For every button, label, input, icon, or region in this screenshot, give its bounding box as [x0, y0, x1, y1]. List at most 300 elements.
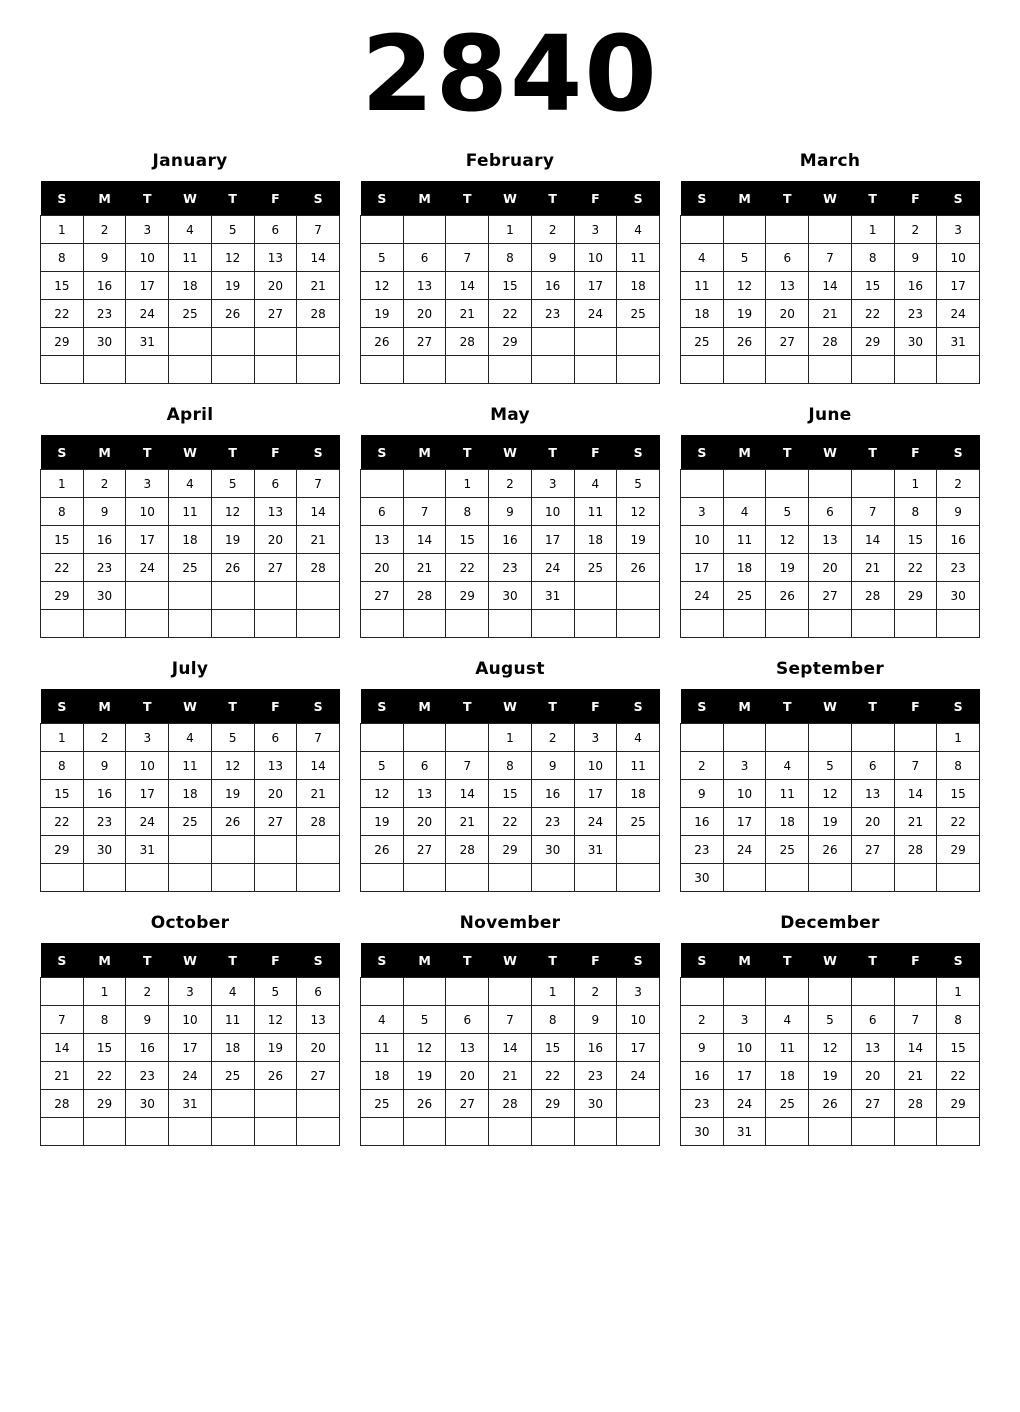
day-cell[interactable]: 4	[361, 1006, 404, 1034]
day-cell[interactable]: 14	[297, 498, 340, 526]
day-cell[interactable]: 24	[169, 1062, 212, 1090]
day-cell[interactable]: 2	[894, 216, 937, 244]
day-cell[interactable]: 6	[403, 752, 446, 780]
day-cell[interactable]: 6	[446, 1006, 489, 1034]
day-cell[interactable]: 12	[809, 780, 852, 808]
day-cell[interactable]: 6	[254, 470, 297, 498]
day-cell[interactable]: 17	[126, 526, 169, 554]
day-cell[interactable]: 13	[297, 1006, 340, 1034]
day-cell[interactable]: 14	[894, 780, 937, 808]
day-cell[interactable]: 17	[617, 1034, 660, 1062]
day-cell[interactable]: 22	[894, 554, 937, 582]
day-cell[interactable]: 22	[41, 300, 84, 328]
day-cell[interactable]: 12	[766, 526, 809, 554]
day-cell[interactable]: 3	[617, 978, 660, 1006]
day-cell[interactable]: 30	[681, 1118, 724, 1146]
day-cell[interactable]: 18	[169, 526, 212, 554]
day-cell[interactable]: 17	[169, 1034, 212, 1062]
day-cell[interactable]: 28	[297, 808, 340, 836]
day-cell[interactable]: 26	[254, 1062, 297, 1090]
day-cell[interactable]: 24	[574, 300, 617, 328]
day-cell[interactable]: 5	[361, 752, 404, 780]
day-cell[interactable]: 2	[83, 216, 126, 244]
day-cell[interactable]: 9	[531, 752, 574, 780]
day-cell[interactable]: 11	[766, 1034, 809, 1062]
day-cell[interactable]: 1	[937, 978, 980, 1006]
day-cell[interactable]: 17	[574, 272, 617, 300]
day-cell[interactable]: 23	[531, 808, 574, 836]
day-cell[interactable]: 1	[937, 724, 980, 752]
day-cell[interactable]: 27	[254, 300, 297, 328]
day-cell[interactable]: 2	[489, 470, 532, 498]
day-cell[interactable]: 17	[681, 554, 724, 582]
day-cell[interactable]: 20	[851, 1062, 894, 1090]
day-cell[interactable]: 16	[83, 272, 126, 300]
day-cell[interactable]: 23	[681, 1090, 724, 1118]
day-cell[interactable]: 23	[83, 300, 126, 328]
day-cell[interactable]: 11	[169, 498, 212, 526]
day-cell[interactable]: 8	[937, 752, 980, 780]
day-cell[interactable]: 15	[41, 780, 84, 808]
day-cell[interactable]: 11	[574, 498, 617, 526]
day-cell[interactable]: 18	[766, 808, 809, 836]
day-cell[interactable]: 27	[254, 554, 297, 582]
day-cell[interactable]: 8	[937, 1006, 980, 1034]
day-cell[interactable]: 1	[41, 724, 84, 752]
day-cell[interactable]: 22	[851, 300, 894, 328]
day-cell[interactable]: 8	[851, 244, 894, 272]
day-cell[interactable]: 30	[83, 836, 126, 864]
day-cell[interactable]: 3	[126, 724, 169, 752]
day-cell[interactable]: 28	[403, 582, 446, 610]
day-cell[interactable]: 10	[723, 780, 766, 808]
day-cell[interactable]: 8	[41, 752, 84, 780]
day-cell[interactable]: 30	[937, 582, 980, 610]
day-cell[interactable]: 19	[361, 300, 404, 328]
day-cell[interactable]: 21	[297, 780, 340, 808]
day-cell[interactable]: 27	[851, 836, 894, 864]
day-cell[interactable]: 6	[297, 978, 340, 1006]
day-cell[interactable]: 26	[403, 1090, 446, 1118]
day-cell[interactable]: 2	[937, 470, 980, 498]
day-cell[interactable]: 12	[211, 498, 254, 526]
day-cell[interactable]: 14	[297, 752, 340, 780]
day-cell[interactable]: 17	[723, 1062, 766, 1090]
day-cell[interactable]: 21	[894, 1062, 937, 1090]
day-cell[interactable]: 13	[254, 498, 297, 526]
day-cell[interactable]: 21	[446, 808, 489, 836]
day-cell[interactable]: 27	[446, 1090, 489, 1118]
day-cell[interactable]: 28	[41, 1090, 84, 1118]
day-cell[interactable]: 29	[41, 582, 84, 610]
day-cell[interactable]: 13	[254, 752, 297, 780]
day-cell[interactable]: 10	[723, 1034, 766, 1062]
day-cell[interactable]: 4	[169, 470, 212, 498]
day-cell[interactable]: 7	[297, 724, 340, 752]
day-cell[interactable]: 31	[531, 582, 574, 610]
day-cell[interactable]: 5	[211, 724, 254, 752]
day-cell[interactable]: 22	[937, 808, 980, 836]
day-cell[interactable]: 2	[83, 724, 126, 752]
day-cell[interactable]: 14	[851, 526, 894, 554]
day-cell[interactable]: 2	[126, 978, 169, 1006]
day-cell[interactable]: 26	[211, 808, 254, 836]
day-cell[interactable]: 9	[83, 498, 126, 526]
day-cell[interactable]: 11	[169, 752, 212, 780]
day-cell[interactable]: 20	[851, 808, 894, 836]
day-cell[interactable]: 18	[617, 272, 660, 300]
day-cell[interactable]: 31	[723, 1118, 766, 1146]
day-cell[interactable]: 7	[446, 244, 489, 272]
day-cell[interactable]: 20	[446, 1062, 489, 1090]
day-cell[interactable]: 8	[531, 1006, 574, 1034]
day-cell[interactable]: 13	[254, 244, 297, 272]
day-cell[interactable]: 3	[937, 216, 980, 244]
day-cell[interactable]: 8	[446, 498, 489, 526]
day-cell[interactable]: 16	[489, 526, 532, 554]
day-cell[interactable]: 16	[681, 808, 724, 836]
day-cell[interactable]: 22	[489, 808, 532, 836]
day-cell[interactable]: 19	[723, 300, 766, 328]
day-cell[interactable]: 1	[489, 724, 532, 752]
day-cell[interactable]: 5	[809, 1006, 852, 1034]
day-cell[interactable]: 4	[617, 216, 660, 244]
day-cell[interactable]: 29	[41, 836, 84, 864]
day-cell[interactable]: 13	[766, 272, 809, 300]
day-cell[interactable]: 30	[126, 1090, 169, 1118]
day-cell[interactable]: 4	[723, 498, 766, 526]
day-cell[interactable]: 4	[169, 724, 212, 752]
day-cell[interactable]: 9	[681, 780, 724, 808]
day-cell[interactable]: 11	[211, 1006, 254, 1034]
day-cell[interactable]: 28	[297, 554, 340, 582]
day-cell[interactable]: 15	[937, 780, 980, 808]
day-cell[interactable]: 16	[531, 272, 574, 300]
day-cell[interactable]: 19	[361, 808, 404, 836]
day-cell[interactable]: 23	[531, 300, 574, 328]
day-cell[interactable]: 8	[41, 498, 84, 526]
day-cell[interactable]: 20	[403, 808, 446, 836]
day-cell[interactable]: 5	[617, 470, 660, 498]
day-cell[interactable]: 7	[297, 470, 340, 498]
day-cell[interactable]: 12	[361, 272, 404, 300]
day-cell[interactable]: 11	[361, 1034, 404, 1062]
day-cell[interactable]: 19	[809, 1062, 852, 1090]
day-cell[interactable]: 3	[126, 470, 169, 498]
day-cell[interactable]: 11	[617, 752, 660, 780]
day-cell[interactable]: 10	[617, 1006, 660, 1034]
day-cell[interactable]: 5	[766, 498, 809, 526]
day-cell[interactable]: 22	[531, 1062, 574, 1090]
day-cell[interactable]: 15	[489, 272, 532, 300]
day-cell[interactable]: 25	[766, 836, 809, 864]
day-cell[interactable]: 8	[41, 244, 84, 272]
day-cell[interactable]: 30	[489, 582, 532, 610]
day-cell[interactable]: 14	[894, 1034, 937, 1062]
day-cell[interactable]: 25	[766, 1090, 809, 1118]
day-cell[interactable]: 29	[937, 836, 980, 864]
day-cell[interactable]: 13	[446, 1034, 489, 1062]
day-cell[interactable]: 14	[403, 526, 446, 554]
day-cell[interactable]: 22	[41, 554, 84, 582]
day-cell[interactable]: 25	[574, 554, 617, 582]
day-cell[interactable]: 28	[297, 300, 340, 328]
day-cell[interactable]: 1	[489, 216, 532, 244]
day-cell[interactable]: 15	[489, 780, 532, 808]
day-cell[interactable]: 16	[83, 526, 126, 554]
day-cell[interactable]: 18	[681, 300, 724, 328]
day-cell[interactable]: 7	[894, 1006, 937, 1034]
day-cell[interactable]: 30	[531, 836, 574, 864]
day-cell[interactable]: 1	[894, 470, 937, 498]
day-cell[interactable]: 24	[126, 300, 169, 328]
day-cell[interactable]: 26	[766, 582, 809, 610]
day-cell[interactable]: 27	[851, 1090, 894, 1118]
day-cell[interactable]: 28	[446, 328, 489, 356]
day-cell[interactable]: 31	[937, 328, 980, 356]
day-cell[interactable]: 17	[126, 272, 169, 300]
day-cell[interactable]: 4	[169, 216, 212, 244]
day-cell[interactable]: 23	[83, 554, 126, 582]
day-cell[interactable]: 12	[211, 752, 254, 780]
day-cell[interactable]: 20	[766, 300, 809, 328]
day-cell[interactable]: 9	[574, 1006, 617, 1034]
day-cell[interactable]: 15	[41, 272, 84, 300]
day-cell[interactable]: 13	[403, 780, 446, 808]
day-cell[interactable]: 31	[126, 328, 169, 356]
day-cell[interactable]: 18	[211, 1034, 254, 1062]
day-cell[interactable]: 19	[403, 1062, 446, 1090]
day-cell[interactable]: 10	[531, 498, 574, 526]
day-cell[interactable]: 15	[446, 526, 489, 554]
day-cell[interactable]: 9	[681, 1034, 724, 1062]
day-cell[interactable]: 1	[83, 978, 126, 1006]
day-cell[interactable]: 21	[297, 526, 340, 554]
day-cell[interactable]: 23	[937, 554, 980, 582]
day-cell[interactable]: 20	[809, 554, 852, 582]
day-cell[interactable]: 9	[83, 244, 126, 272]
day-cell[interactable]: 15	[83, 1034, 126, 1062]
day-cell[interactable]: 9	[489, 498, 532, 526]
day-cell[interactable]: 23	[681, 836, 724, 864]
day-cell[interactable]: 25	[169, 300, 212, 328]
day-cell[interactable]: 20	[403, 300, 446, 328]
day-cell[interactable]: 21	[809, 300, 852, 328]
day-cell[interactable]: 12	[361, 780, 404, 808]
day-cell[interactable]: 21	[403, 554, 446, 582]
day-cell[interactable]: 3	[574, 724, 617, 752]
day-cell[interactable]: 24	[531, 554, 574, 582]
day-cell[interactable]: 29	[851, 328, 894, 356]
day-cell[interactable]: 7	[446, 752, 489, 780]
day-cell[interactable]: 26	[361, 836, 404, 864]
day-cell[interactable]: 17	[574, 780, 617, 808]
day-cell[interactable]: 23	[894, 300, 937, 328]
day-cell[interactable]: 24	[574, 808, 617, 836]
day-cell[interactable]: 4	[617, 724, 660, 752]
day-cell[interactable]: 2	[531, 216, 574, 244]
day-cell[interactable]: 6	[851, 1006, 894, 1034]
day-cell[interactable]: 13	[403, 272, 446, 300]
day-cell[interactable]: 12	[403, 1034, 446, 1062]
day-cell[interactable]: 6	[809, 498, 852, 526]
day-cell[interactable]: 25	[169, 808, 212, 836]
day-cell[interactable]: 6	[851, 752, 894, 780]
day-cell[interactable]: 23	[126, 1062, 169, 1090]
day-cell[interactable]: 18	[617, 780, 660, 808]
day-cell[interactable]: 19	[254, 1034, 297, 1062]
day-cell[interactable]: 12	[617, 498, 660, 526]
day-cell[interactable]: 15	[894, 526, 937, 554]
day-cell[interactable]: 28	[489, 1090, 532, 1118]
day-cell[interactable]: 10	[169, 1006, 212, 1034]
day-cell[interactable]: 20	[361, 554, 404, 582]
day-cell[interactable]: 3	[531, 470, 574, 498]
day-cell[interactable]: 28	[851, 582, 894, 610]
day-cell[interactable]: 16	[894, 272, 937, 300]
day-cell[interactable]: 26	[361, 328, 404, 356]
day-cell[interactable]: 30	[83, 328, 126, 356]
day-cell[interactable]: 22	[937, 1062, 980, 1090]
day-cell[interactable]: 9	[126, 1006, 169, 1034]
day-cell[interactable]: 10	[681, 526, 724, 554]
day-cell[interactable]: 1	[531, 978, 574, 1006]
day-cell[interactable]: 7	[489, 1006, 532, 1034]
day-cell[interactable]: 17	[723, 808, 766, 836]
day-cell[interactable]: 30	[894, 328, 937, 356]
day-cell[interactable]: 23	[83, 808, 126, 836]
day-cell[interactable]: 5	[723, 244, 766, 272]
day-cell[interactable]: 21	[297, 272, 340, 300]
day-cell[interactable]: 15	[851, 272, 894, 300]
day-cell[interactable]: 14	[446, 272, 489, 300]
day-cell[interactable]: 26	[809, 1090, 852, 1118]
day-cell[interactable]: 9	[531, 244, 574, 272]
day-cell[interactable]: 19	[211, 272, 254, 300]
day-cell[interactable]: 2	[681, 1006, 724, 1034]
day-cell[interactable]: 25	[723, 582, 766, 610]
day-cell[interactable]: 2	[681, 752, 724, 780]
day-cell[interactable]: 16	[531, 780, 574, 808]
day-cell[interactable]: 5	[254, 978, 297, 1006]
day-cell[interactable]: 11	[169, 244, 212, 272]
day-cell[interactable]: 10	[574, 752, 617, 780]
day-cell[interactable]: 25	[361, 1090, 404, 1118]
day-cell[interactable]: 27	[361, 582, 404, 610]
day-cell[interactable]: 22	[446, 554, 489, 582]
day-cell[interactable]: 1	[41, 470, 84, 498]
day-cell[interactable]: 2	[574, 978, 617, 1006]
day-cell[interactable]: 9	[894, 244, 937, 272]
day-cell[interactable]: 27	[403, 328, 446, 356]
day-cell[interactable]: 10	[574, 244, 617, 272]
day-cell[interactable]: 6	[766, 244, 809, 272]
day-cell[interactable]: 30	[83, 582, 126, 610]
day-cell[interactable]: 27	[809, 582, 852, 610]
day-cell[interactable]: 6	[361, 498, 404, 526]
day-cell[interactable]: 26	[809, 836, 852, 864]
day-cell[interactable]: 20	[254, 526, 297, 554]
day-cell[interactable]: 5	[211, 470, 254, 498]
day-cell[interactable]: 13	[361, 526, 404, 554]
day-cell[interactable]: 21	[894, 808, 937, 836]
day-cell[interactable]: 16	[83, 780, 126, 808]
day-cell[interactable]: 7	[297, 216, 340, 244]
day-cell[interactable]: 29	[894, 582, 937, 610]
day-cell[interactable]: 19	[617, 526, 660, 554]
day-cell[interactable]: 25	[211, 1062, 254, 1090]
day-cell[interactable]: 26	[211, 554, 254, 582]
day-cell[interactable]: 29	[531, 1090, 574, 1118]
day-cell[interactable]: 28	[894, 1090, 937, 1118]
day-cell[interactable]: 30	[574, 1090, 617, 1118]
day-cell[interactable]: 20	[254, 780, 297, 808]
day-cell[interactable]: 19	[211, 526, 254, 554]
day-cell[interactable]: 1	[41, 216, 84, 244]
day-cell[interactable]: 24	[723, 1090, 766, 1118]
day-cell[interactable]: 25	[617, 300, 660, 328]
day-cell[interactable]: 30	[681, 864, 724, 892]
day-cell[interactable]: 11	[617, 244, 660, 272]
day-cell[interactable]: 28	[446, 836, 489, 864]
day-cell[interactable]: 7	[809, 244, 852, 272]
day-cell[interactable]: 29	[446, 582, 489, 610]
day-cell[interactable]: 4	[211, 978, 254, 1006]
day-cell[interactable]: 31	[574, 836, 617, 864]
day-cell[interactable]: 8	[489, 752, 532, 780]
day-cell[interactable]: 16	[126, 1034, 169, 1062]
day-cell[interactable]: 8	[894, 498, 937, 526]
day-cell[interactable]: 18	[574, 526, 617, 554]
day-cell[interactable]: 24	[937, 300, 980, 328]
day-cell[interactable]: 10	[126, 244, 169, 272]
day-cell[interactable]: 5	[361, 244, 404, 272]
day-cell[interactable]: 28	[809, 328, 852, 356]
day-cell[interactable]: 31	[126, 836, 169, 864]
day-cell[interactable]: 7	[41, 1006, 84, 1034]
day-cell[interactable]: 19	[766, 554, 809, 582]
day-cell[interactable]: 4	[766, 1006, 809, 1034]
day-cell[interactable]: 11	[723, 526, 766, 554]
day-cell[interactable]: 1	[851, 216, 894, 244]
day-cell[interactable]: 3	[169, 978, 212, 1006]
day-cell[interactable]: 18	[766, 1062, 809, 1090]
day-cell[interactable]: 17	[531, 526, 574, 554]
day-cell[interactable]: 25	[681, 328, 724, 356]
day-cell[interactable]: 22	[83, 1062, 126, 1090]
day-cell[interactable]: 12	[254, 1006, 297, 1034]
day-cell[interactable]: 13	[851, 1034, 894, 1062]
day-cell[interactable]: 15	[41, 526, 84, 554]
day-cell[interactable]: 8	[83, 1006, 126, 1034]
day-cell[interactable]: 31	[169, 1090, 212, 1118]
day-cell[interactable]: 14	[446, 780, 489, 808]
day-cell[interactable]: 13	[809, 526, 852, 554]
day-cell[interactable]: 3	[723, 752, 766, 780]
day-cell[interactable]: 10	[126, 752, 169, 780]
day-cell[interactable]: 12	[211, 244, 254, 272]
day-cell[interactable]: 11	[766, 780, 809, 808]
day-cell[interactable]: 5	[211, 216, 254, 244]
day-cell[interactable]: 25	[169, 554, 212, 582]
day-cell[interactable]: 15	[531, 1034, 574, 1062]
day-cell[interactable]: 23	[574, 1062, 617, 1090]
day-cell[interactable]: 3	[126, 216, 169, 244]
day-cell[interactable]: 19	[211, 780, 254, 808]
day-cell[interactable]: 12	[723, 272, 766, 300]
day-cell[interactable]: 3	[574, 216, 617, 244]
day-cell[interactable]: 21	[851, 554, 894, 582]
